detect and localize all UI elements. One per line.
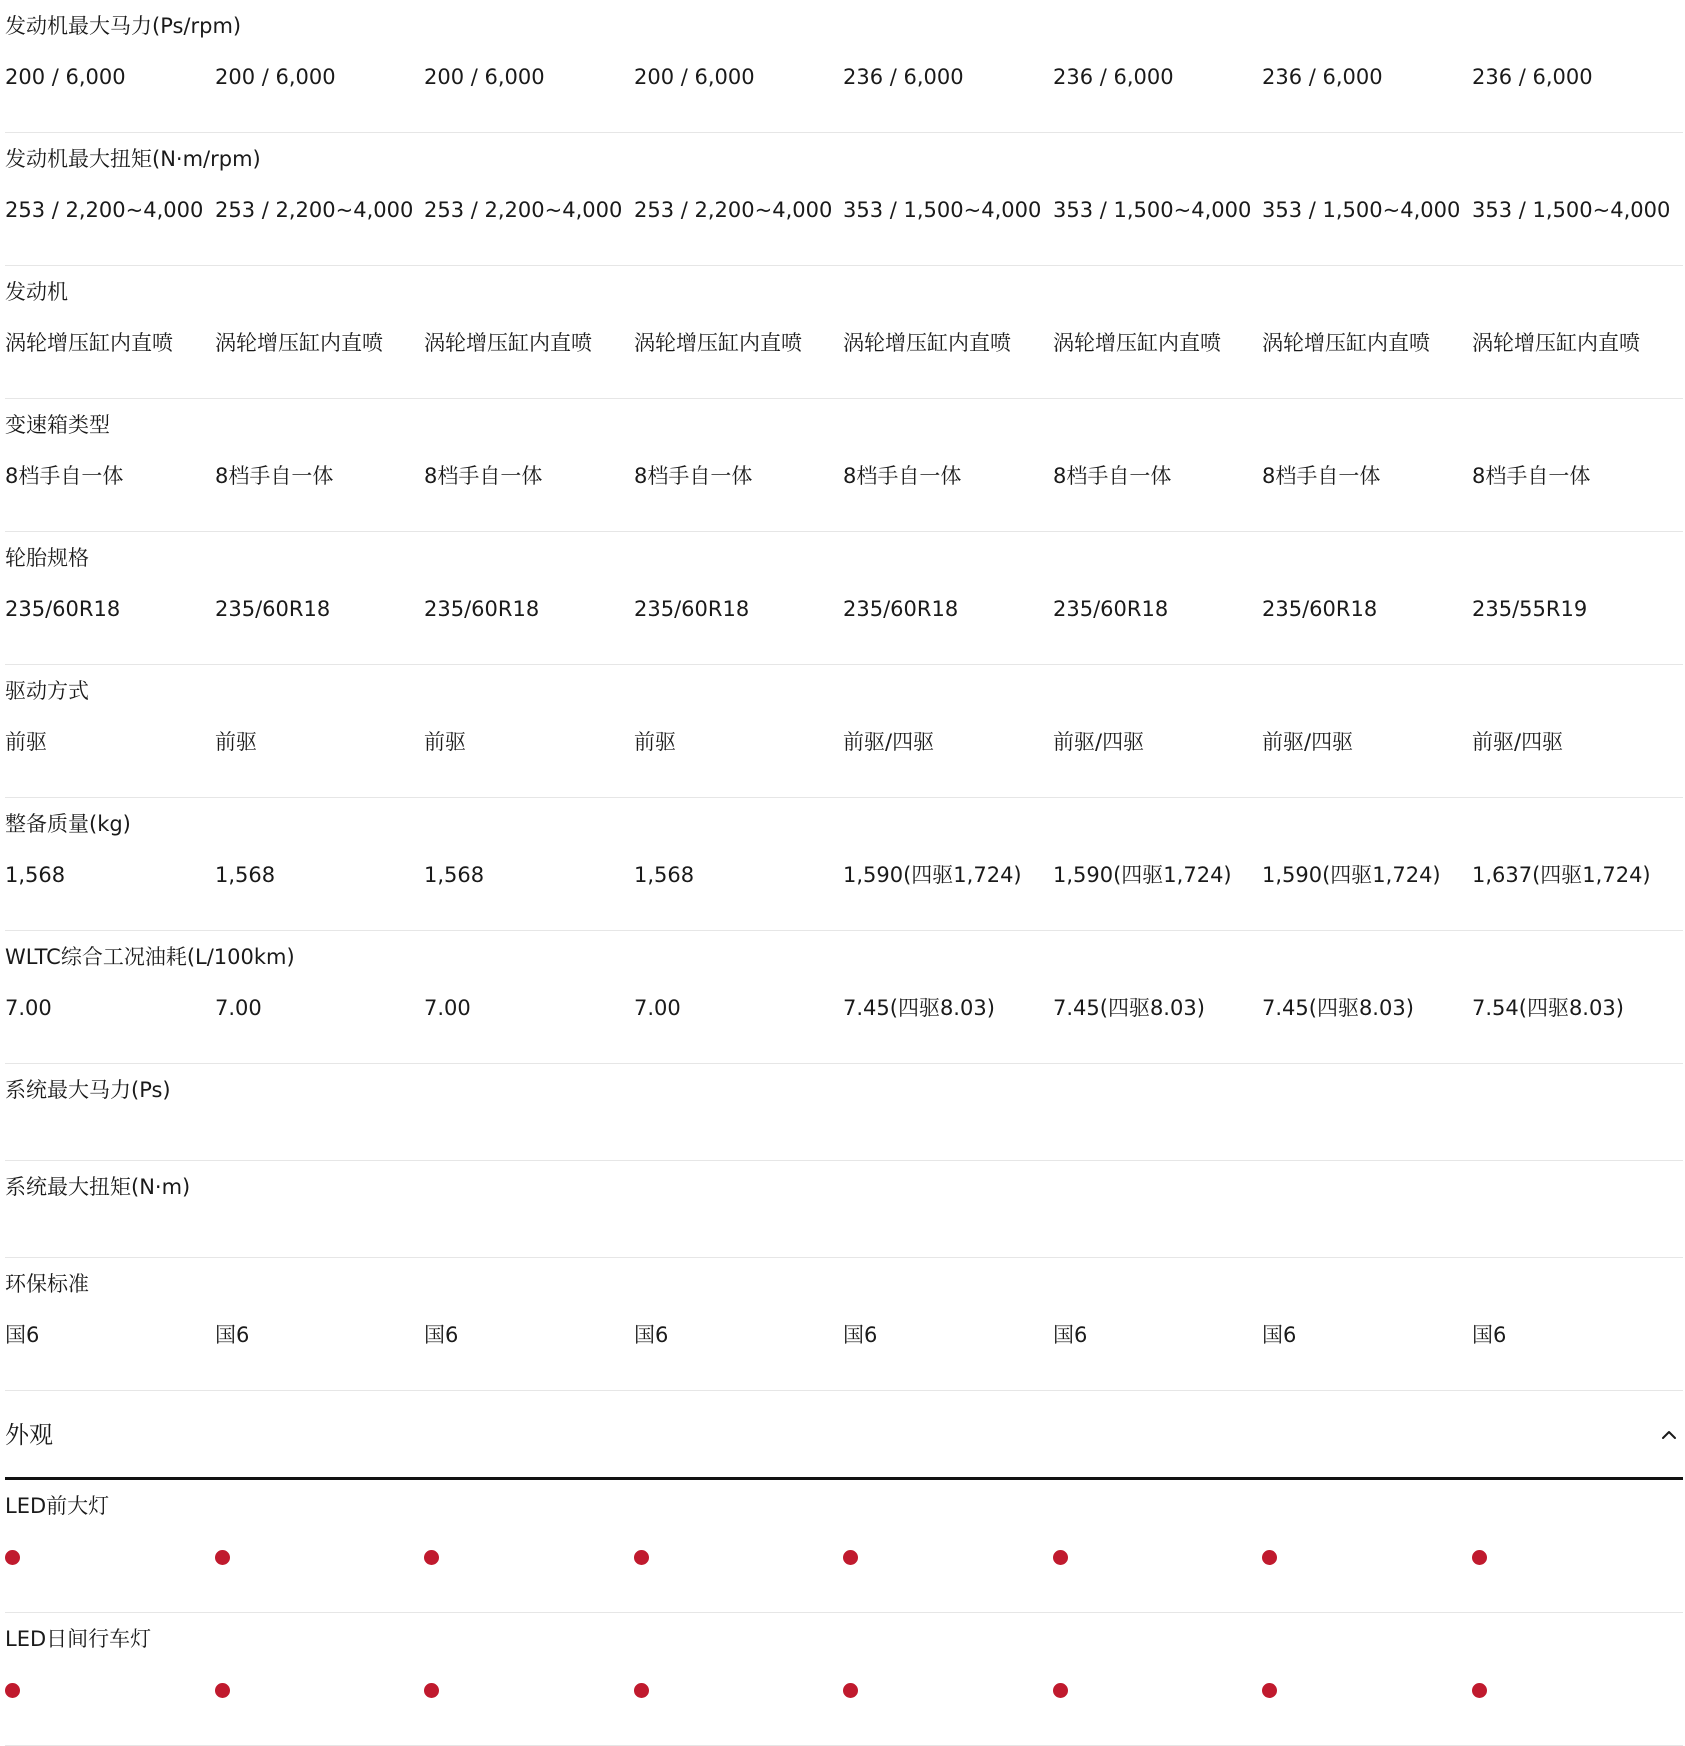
spec-label: 整备质量(kg): [5, 812, 131, 836]
spec-cell: 236 / 6,000: [1262, 65, 1383, 89]
spec-values: [5, 593, 1683, 625]
standard-feature-dot: [1262, 1550, 1277, 1565]
spec-cell: 涡轮增压缸内直喷: [1053, 331, 1221, 355]
section-title: 外观: [5, 1421, 53, 1449]
spec-cell: 8档手自一体: [215, 464, 334, 488]
spec-row-engine-max-power: [5, 0, 1683, 133]
spec-cell: 253 / 2,200~4,000: [215, 198, 414, 222]
spec-row-curb-weight: [5, 798, 1683, 931]
spec-cell: 涡轮增压缸内直喷: [634, 331, 802, 355]
spec-cell: 1,568: [5, 863, 66, 887]
spec-cell: 涡轮增压缸内直喷: [843, 331, 1011, 355]
spec-cell: 涡轮增压缸内直喷: [1472, 331, 1640, 355]
spec-label: 环保标准: [5, 1272, 89, 1296]
spec-label: 发动机: [5, 280, 68, 304]
spec-label: 驱动方式: [5, 679, 89, 703]
spec-label: WLTC综合工况油耗(L/100km): [5, 945, 295, 969]
spec-cell: 8档手自一体: [5, 464, 124, 488]
spec-row-tire-size: [5, 532, 1683, 665]
spec-cell: 200 / 6,000: [634, 65, 755, 89]
standard-feature-dot: [424, 1550, 439, 1565]
standard-feature-dot: [634, 1683, 649, 1698]
spec-values: [5, 1541, 1683, 1573]
spec-cell: 236 / 6,000: [1053, 65, 1174, 89]
spec-values: [5, 327, 1683, 359]
spec-cell: 235/60R18: [424, 597, 540, 621]
spec-cell: 200 / 6,000: [424, 65, 545, 89]
spec-cell: 235/60R18: [1262, 597, 1378, 621]
spec-row-system-max-torque: [5, 1161, 1683, 1258]
spec-cell: 国6: [1262, 1323, 1297, 1347]
spec-cell: 7.00: [5, 996, 52, 1020]
spec-row-drive-type: [5, 665, 1683, 798]
spec-row-led-daytime-running-lights: [5, 1613, 1683, 1746]
spec-cell: 国6: [5, 1323, 40, 1347]
chevron-up-icon[interactable]: [1655, 1421, 1683, 1449]
standard-feature-dot: [1053, 1683, 1068, 1698]
spec-cell: 8档手自一体: [1262, 464, 1381, 488]
spec-values: [5, 992, 1683, 1024]
spec-values: [5, 1674, 1683, 1706]
spec-row-transmission: [5, 399, 1683, 532]
spec-cell: 8档手自一体: [634, 464, 753, 488]
spec-cell: 国6: [634, 1323, 669, 1347]
spec-cell: 前驱/四驱: [1262, 730, 1354, 754]
spec-cell: 253 / 2,200~4,000: [5, 198, 204, 222]
spec-cell: 235/60R18: [843, 597, 959, 621]
spec-cell: 前驱/四驱: [843, 730, 935, 754]
standard-feature-dot: [424, 1683, 439, 1698]
spec-row-emission-standard: [5, 1258, 1683, 1391]
spec-cell: 国6: [843, 1323, 878, 1347]
spec-cell: 1,568: [634, 863, 695, 887]
spec-label: 发动机最大扭矩(N·m/rpm): [5, 147, 261, 171]
spec-label: LED日间行车灯: [5, 1627, 152, 1651]
spec-cell: 7.45(四驱8.03): [843, 996, 995, 1020]
spec-cell: 8档手自一体: [1053, 464, 1172, 488]
spec-cell: 353 / 1,500~4,000: [1053, 198, 1252, 222]
spec-label: 变速箱类型: [5, 413, 110, 437]
spec-row-engine: [5, 266, 1683, 399]
spec-cell: 7.45(四驱8.03): [1262, 996, 1414, 1020]
spec-cell: 235/60R18: [5, 597, 121, 621]
spec-cell: 8档手自一体: [424, 464, 543, 488]
standard-feature-dot: [215, 1683, 230, 1698]
spec-cell: 国6: [215, 1323, 250, 1347]
spec-cell: 1,568: [215, 863, 276, 887]
spec-cell: 1,637(四驱1,724): [1472, 863, 1651, 887]
spec-cell: 353 / 1,500~4,000: [843, 198, 1042, 222]
spec-label: 系统最大马力(Ps): [5, 1078, 171, 1102]
spec-row-system-max-power: [5, 1064, 1683, 1161]
spec-row-led-headlights: [5, 1480, 1683, 1613]
spec-cell: 前驱/四驱: [1053, 730, 1145, 754]
standard-feature-dot: [5, 1550, 20, 1565]
spec-cell: 253 / 2,200~4,000: [424, 198, 623, 222]
spec-cell: 236 / 6,000: [843, 65, 964, 89]
spec-cell: 涡轮增压缸内直喷: [5, 331, 173, 355]
spec-cell: 235/60R18: [1053, 597, 1169, 621]
spec-cell: 1,590(四驱1,724): [1053, 863, 1232, 887]
spec-cell: 国6: [1053, 1323, 1088, 1347]
spec-cell: 7.00: [215, 996, 262, 1020]
spec-cell: 8档手自一体: [1472, 464, 1591, 488]
spec-values: [5, 61, 1683, 93]
spec-cell: 353 / 1,500~4,000: [1472, 198, 1671, 222]
standard-feature-dot: [1053, 1550, 1068, 1565]
spec-cell: 235/60R18: [215, 597, 331, 621]
spec-label: 系统最大扭矩(N·m): [5, 1175, 191, 1199]
standard-feature-dot: [843, 1550, 858, 1565]
spec-row-wltc-fuel-consumption: [5, 931, 1683, 1064]
spec-table: [5, 0, 1683, 1746]
spec-cell: 前驱: [215, 730, 257, 754]
spec-label: LED前大灯: [5, 1494, 110, 1518]
spec-cell: 253 / 2,200~4,000: [634, 198, 833, 222]
standard-feature-dot: [1262, 1683, 1277, 1698]
spec-cell: 8档手自一体: [843, 464, 962, 488]
spec-label: 发动机最大马力(Ps/rpm): [5, 14, 242, 38]
spec-cell: 前驱: [424, 730, 466, 754]
spec-cell: 1,590(四驱1,724): [1262, 863, 1441, 887]
spec-values: [5, 1319, 1683, 1351]
spec-cell: 235/55R19: [1472, 597, 1588, 621]
spec-cell: 7.00: [634, 996, 681, 1020]
spec-cell: 涡轮增压缸内直喷: [215, 331, 383, 355]
spec-cell: 7.45(四驱8.03): [1053, 996, 1205, 1020]
spec-cell: 1,568: [424, 863, 485, 887]
spec-cell: 353 / 1,500~4,000: [1262, 198, 1461, 222]
spec-cell: 前驱/四驱: [1472, 730, 1564, 754]
spec-cell: 236 / 6,000: [1472, 65, 1593, 89]
spec-cell: 7.00: [424, 996, 471, 1020]
spec-cell: 200 / 6,000: [5, 65, 126, 89]
standard-feature-dot: [5, 1683, 20, 1698]
spec-label: 轮胎规格: [5, 546, 89, 570]
spec-values: [5, 859, 1683, 891]
spec-values: [5, 194, 1683, 226]
standard-feature-dot: [634, 1550, 649, 1565]
spec-values: [5, 460, 1683, 492]
standard-feature-dot: [1472, 1683, 1487, 1698]
spec-cell: 涡轮增压缸内直喷: [1262, 331, 1430, 355]
section-header-exterior[interactable]: [5, 1391, 1683, 1480]
spec-cell: 235/60R18: [634, 597, 750, 621]
spec-cell: 前驱: [634, 730, 676, 754]
spec-cell: 国6: [1472, 1323, 1507, 1347]
spec-cell: 涡轮增压缸内直喷: [424, 331, 592, 355]
spec-cell: 1,590(四驱1,724): [843, 863, 1022, 887]
spec-cell: 国6: [424, 1323, 459, 1347]
standard-feature-dot: [215, 1550, 230, 1565]
spec-cell: 前驱: [5, 730, 47, 754]
standard-feature-dot: [843, 1683, 858, 1698]
spec-values: [5, 726, 1683, 758]
spec-cell: 200 / 6,000: [215, 65, 336, 89]
spec-row-engine-max-torque: [5, 133, 1683, 266]
spec-cell: 7.54(四驱8.03): [1472, 996, 1624, 1020]
standard-feature-dot: [1472, 1550, 1487, 1565]
